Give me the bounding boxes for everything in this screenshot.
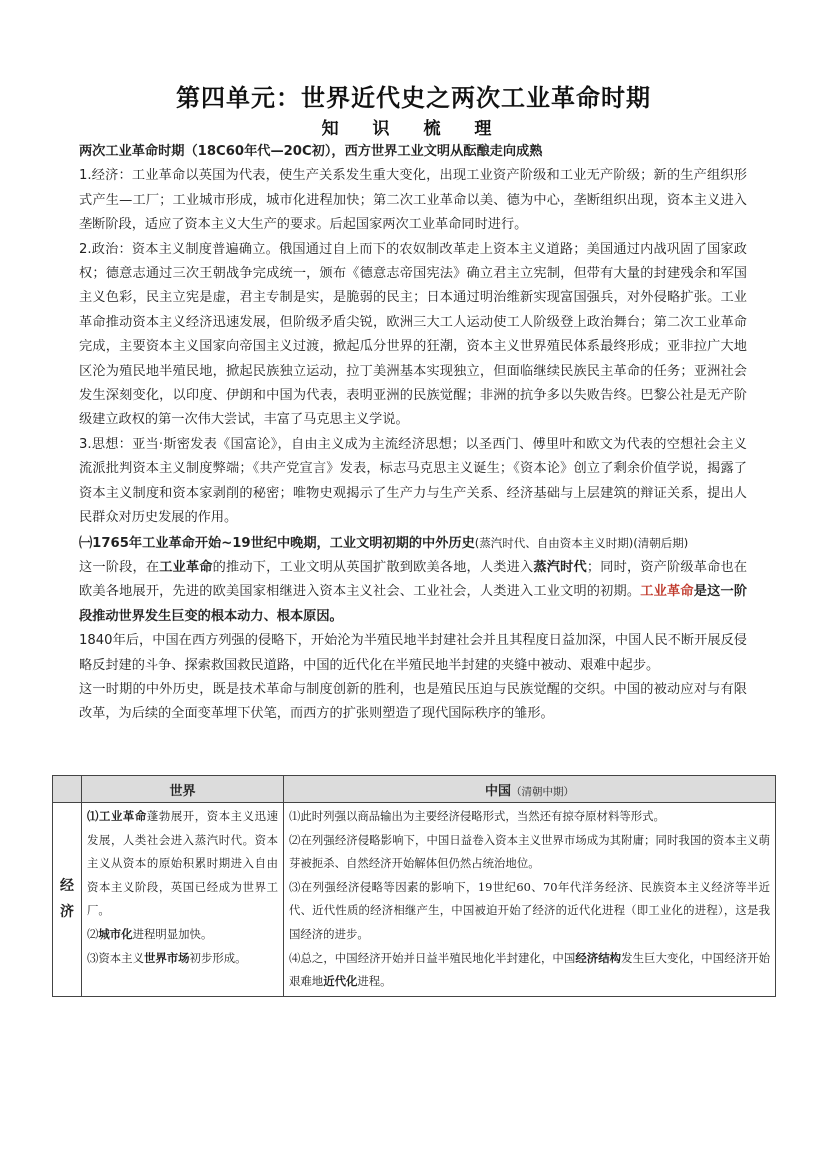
header-corner-cell bbox=[53, 776, 82, 803]
text-run-bold: 世界市场 bbox=[143, 950, 190, 965]
section1-paragraph-1 bbox=[79, 556, 747, 629]
section1-paragraph-3: 这一时期的中外历史，既是技术革命与制度创新的胜利，也是殖民压迫与民族觉醒的交织。中国的被动应对与有限改革，为后续的全面变革埋下伏笔，而西方的扩张则塑造了现代国际秩序的雏形。 bbox=[79, 681, 747, 722]
keyword-industrial-revolution: 工业革命 bbox=[159, 559, 213, 575]
text-run: 这一阶段，在 bbox=[79, 559, 160, 575]
china-economy-cell bbox=[284, 803, 776, 997]
table-header-row bbox=[53, 776, 776, 803]
text-run-bold: 近代化 bbox=[323, 974, 358, 989]
keyword-steam-age: 蒸汽时代 bbox=[533, 559, 587, 575]
comparison-table bbox=[52, 775, 776, 997]
world-point-1 bbox=[87, 805, 278, 923]
overview-heading: 两次工业革命时期（18C60年代—20C初），西方世界工业文明从酝酿走向成熟 bbox=[79, 144, 543, 159]
header-world: 世界 bbox=[82, 776, 284, 803]
world-economy-cell bbox=[82, 803, 284, 997]
section1-heading bbox=[79, 531, 747, 556]
page-subtitle: 知 识 梳 理 bbox=[321, 119, 506, 139]
overview-point-politics: 2.政治：资本主义制度普遍确立。俄国通过自上而下的农奴制改革走上资本主义道路；美国通过内战巩固了国家政权；德意志通过三次王朝战争完成统一，颁布《德意志帝国宪法》确立君主立宪制，但带有大量的封建残余和军国主义色彩，民主立宪是虚，君主专制是实，是脆弱的民主；日本通过明治维新实现富国强兵，对外侵略扩张。工业革命推动资本主义经济迅速发展，但阶级矛盾尖锐，欧洲三大工人运动使工人阶级登上政治舞台；第二次工业革命完成，主要资本主义国家向帝国主义过渡，掀起瓜分世界的狂潮，资本主义世界殖民体系最终形成；亚非拉广大地区沦为殖民地半殖民地，掀起民族独立运动，拉丁美洲基本实现独立，但面临继续民族民主革命的任务；亚洲社会发生深刻变化，以印度、伊朗和中国为代表，表明亚洲的民族觉醒；非洲的抗争多以失败告终。巴黎公社是无产阶级建立政权的第一次伟大尝试，丰富了马克思主义学说。 bbox=[79, 241, 747, 428]
page-title: 第四单元：世界近代史之两次工业革命时期 bbox=[176, 83, 651, 112]
section1-heading-text: ㈠1765年工业革命开始~19世纪中晚期，工业文明初期的中外历史 bbox=[79, 535, 475, 551]
text-run-bold: 城市化 bbox=[98, 926, 133, 941]
row-label-char: 经 bbox=[60, 878, 74, 895]
row-label-char: 济 bbox=[60, 904, 74, 921]
text-run: ⑵ bbox=[87, 926, 99, 941]
world-point-2 bbox=[87, 923, 278, 947]
text-run: ⑷总之，中国经济开始并日益半殖民地化半封建化，中国 bbox=[289, 950, 576, 965]
header-china-label: 中国 bbox=[484, 783, 511, 799]
text-run: 蓬勃展开，资本主义迅速发展，人类社会进入蒸汽时代。资本主义从资本的原始积累时期进入自由资本主义阶段，英国已经成为世界工厂。 bbox=[87, 809, 278, 918]
text-run: ；同时，资产阶级革命也在欧美各地展开，先进的欧美国家相继进入资本主义社会、工业社会，人类进入工业文明的初期。 bbox=[79, 559, 748, 600]
section1-paragraph-2: 1840年后，中国在西方列强的侵略下，开始沦为半殖民地半封建社会并且其程度日益加深，中国人民不断开展反侵略反封建的斗争、探索救国救民道路，中国的近代化在半殖民地半封建的夹缝中被动、艰难中起步。 bbox=[79, 633, 747, 673]
world-point-3 bbox=[87, 947, 278, 971]
section1-heading-note: (蒸汽时代、自由资本主义时期)(清朝后期) bbox=[474, 535, 689, 550]
body-text bbox=[79, 140, 747, 727]
text-run: ⑶资本主义 bbox=[87, 950, 144, 965]
china-point-3: ⑶在列强经济侵略等因素的影响下，19世纪60、70年代洋务经济、民族资本主义经济等半近代、近代性质的经济相继产生，中国被迫开始了经济的近代化进程（即工业化的进程），这是我国经济的进步。 bbox=[289, 879, 770, 941]
table-row bbox=[53, 803, 776, 997]
china-point-1: ⑴此时列强以商品输出为主要经济侵略形式，当然还有掠夺原材料等形式。 bbox=[289, 809, 665, 823]
text-run: 进程。 bbox=[357, 974, 392, 989]
text-run: 进程明显加快。 bbox=[132, 926, 213, 941]
text-run-bold: 是这一阶段推动世界发生巨变的根本动力、根本原因。 bbox=[79, 584, 748, 624]
header-china-note: （清朝中期） bbox=[511, 785, 574, 798]
china-point-4 bbox=[289, 947, 770, 994]
china-point-2: ⑵在列强经济侵略影响下，中国日益卷入资本主义世界市场成为其附庸；同时我国的资本主义萌芽被扼杀、自然经济开始解体但仍然占统治地位。 bbox=[289, 832, 770, 871]
text-run-bold: 经济结构 bbox=[575, 950, 622, 965]
header-china bbox=[284, 776, 776, 803]
text-run-bold: ⑴工业革命 bbox=[87, 809, 147, 823]
text-run: 初步形成。 bbox=[189, 950, 247, 965]
overview-point-economy: 1.经济：工业革命以英国为代表，使生产关系发生重大变化，出现工业资产阶级和工业无产阶级；新的生产组织形式产生—工厂；工业城市形成，城市化进程加快；第二次工业革命以美、德为中心，垄断组织出现，资本主义进入垄断阶段，适应了资本主义大生产的要求。后起国家两次工业革命同时进行。 bbox=[79, 168, 747, 233]
keyword-industrial-revolution-red: 工业革命 bbox=[640, 584, 694, 600]
text-run: 发生巨大变化，中国经济开始艰难地 bbox=[289, 950, 770, 989]
overview-point-thought: 3.思想：亚当·斯密发表《国富论》，自由主义成为主流经济思想；以圣西门、傅里叶和欧文为代表的空想社会主义流派批判资本主义制度弊端；《共产党宣言》发表，标志马克思主义诞生；《资本论》创立了剩余价值学说，揭露了资本主义制度和资本家剥削的秘密；唯物史观揭示了生产力与生产关系、经济基础与上层建筑的辩证关系，提出人民群众对历史发展的作用。 bbox=[79, 436, 747, 526]
row-label-economy bbox=[53, 803, 82, 997]
text-run: 的推动下，工业文明从英国扩散到欧美各地，人类进入 bbox=[212, 559, 534, 575]
